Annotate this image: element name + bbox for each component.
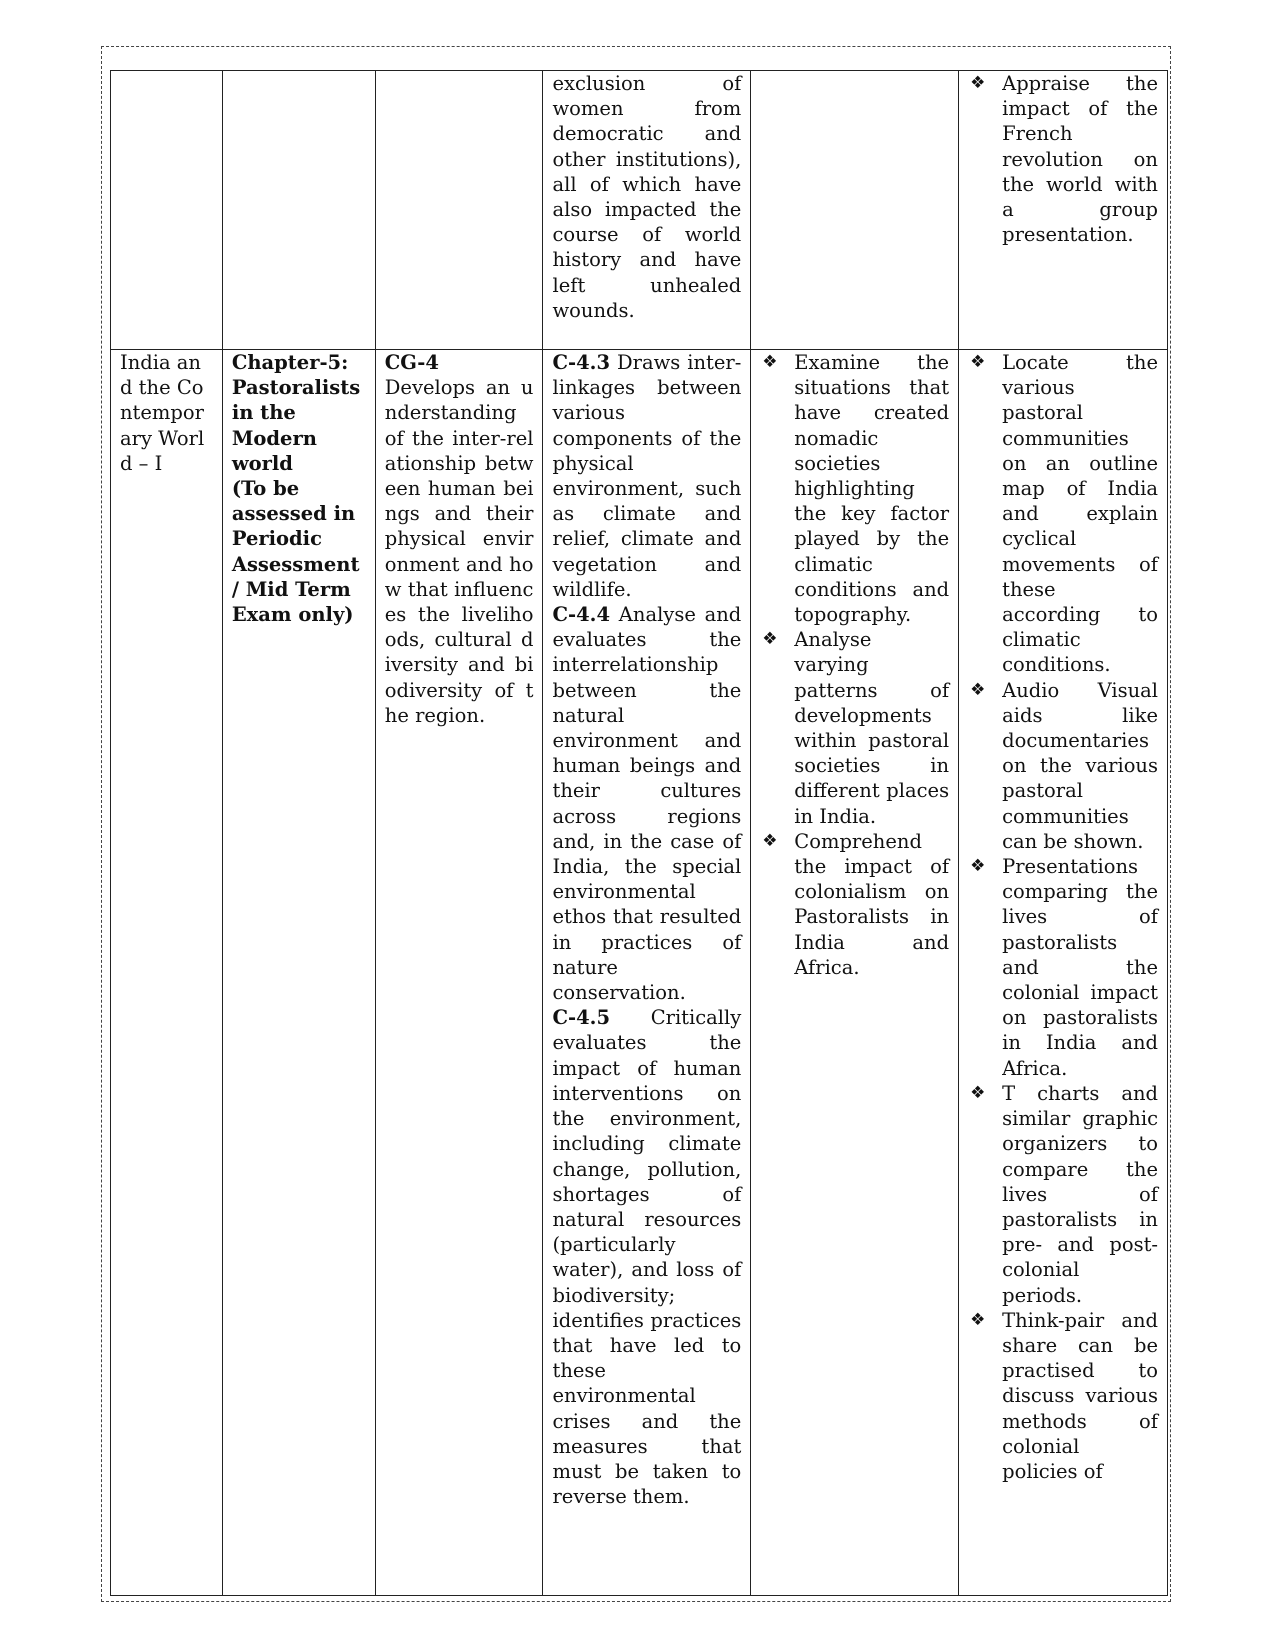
competency-item: C-4.5 Critically evaluates the impact of human interventions on the environment, including climate change, pollution, shortages of natural resources (particularly water), and loss of biodiversity; identifies practices that have led to these environmental crises and the measures that must be taken to reverse them. (552, 1006, 742, 1509)
bullet-icon: ❖ (970, 856, 986, 877)
learning-outcome-cell (751, 71, 959, 350)
chapter-cell (222, 350, 375, 1596)
cg-code: CG-4 (384, 351, 439, 374)
list-item: ❖ Audio Visual aids like documentaries on the various pastoral communities can be shown. (970, 678, 1158, 853)
bullet-icon: ❖ (970, 73, 986, 93)
book-cell (111, 350, 223, 1596)
bullet-icon: ❖ (762, 352, 778, 372)
list-item: ❖ Think-pair and share can be practised to discuss various methods of colonial policies of (970, 1308, 1158, 1483)
list-item: ❖ Analyse varying patterns of developments within pastoral societies in different places in India. (762, 628, 950, 828)
chapter-title: Chapter-5: Pastoralists in the Modern world (231, 351, 361, 475)
list-item: ❖ Examine the situations that have created nomadic societies highlighting the key factor played by the climatic conditions and topography. (762, 351, 950, 627)
learning-outcome-cell (751, 350, 959, 1596)
list-item: ❖ Presentations comparing the lives of pastoralists and the colonial impact on pastoralists in India and Africa. (970, 855, 1158, 1080)
chapter-note: (To be assessed in Periodic Assessment / Mid Term Exam only) (231, 477, 360, 627)
competency-text: exclusion of women from democratic and other institutions), all of which have also impacted the course of world history and have left unhealed wounds. (552, 72, 742, 322)
list-item: ❖ Comprehend the impact of colonialism on Pastoralists in India and Africa. (762, 829, 950, 979)
bullet-icon: ❖ (970, 1309, 986, 1330)
list-item: ❖ T charts and similar graphic organizers to compare the lives of pastoralists in pre- and post-colonial periods. (970, 1081, 1158, 1307)
pedagogy-cell (959, 350, 1168, 1596)
bullet-icon: ❖ (970, 679, 986, 700)
competency-cell (543, 350, 751, 1596)
list-item: ❖ Locate the various pastoral communities on an outline map of India and explain cyclical movements of these according to climatic conditions. (970, 351, 1158, 677)
book-title: India and the Contemporary World – I (120, 351, 205, 475)
cg-cell (375, 350, 543, 1596)
competency-cell (543, 71, 751, 350)
chapter-cell (222, 71, 375, 350)
bullet-icon: ❖ (762, 629, 778, 650)
syllabus-table (110, 70, 1168, 1596)
competency-item: C-4.4 Analyse and evaluates the interrelationship between the natural environment and human beings and their cultures across regions and, in the case of India, the special environmental ethos that resulted in practices of nature conservation. (552, 603, 742, 1005)
table-row (111, 350, 1168, 1596)
list-item: ❖ Appraise the impact of the French revolution on the world with a group presentation. (970, 72, 1158, 247)
bullet-icon: ❖ (762, 830, 778, 851)
bullet-icon: ❖ (970, 352, 986, 372)
cg-cell (375, 71, 543, 350)
cg-text: Develops an understanding of the inter-relationship between human beings and their physical environment and how that influences the livelihoods, cultural diversity and biodiversity of the region. (384, 376, 534, 727)
book-cell (111, 71, 223, 350)
pedagogy-cell (959, 71, 1168, 350)
bullet-icon: ❖ (970, 1082, 986, 1103)
competency-item: C-4.3 Draws inter-linkages between various components of the physical environment, such as climate and relief, climate and vegetation and wildlife. (552, 351, 742, 601)
table-row (111, 71, 1168, 350)
